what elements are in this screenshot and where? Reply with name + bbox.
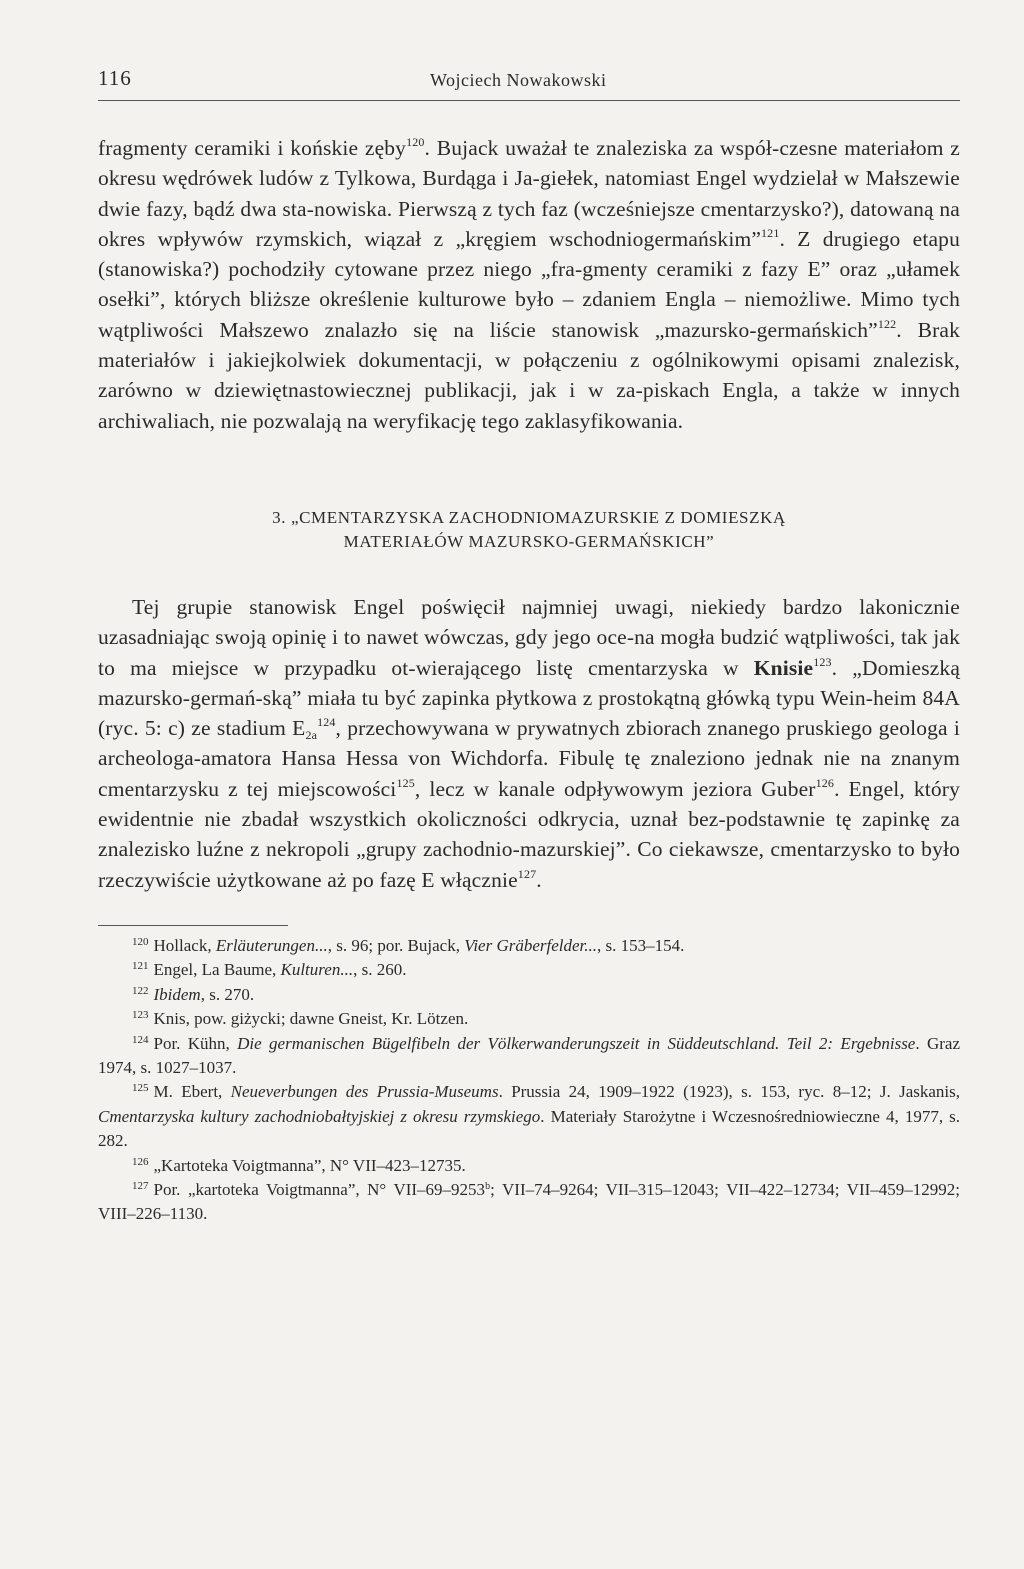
fn-text: . Materiały Starożytne i Wczesnośredniowieczne 4, 1977, s. 282. [98, 1106, 960, 1151]
fn-title: Neueverbungen des Prussia-Museums [230, 1082, 499, 1102]
footnote-122 [98, 983, 960, 1007]
fn-text: Por. Kühn, [153, 1033, 238, 1053]
section-heading-line-1: 3. „CMENTARZYSKA ZACHODNIOMAZURSKIE Z DOMIESZKĄ [272, 507, 786, 527]
fn-text: , s. 153–154. [597, 935, 685, 955]
footnote-ref-121: 121 [761, 225, 780, 240]
footnote-number: 122 [132, 984, 149, 997]
footnote-120 [98, 934, 960, 958]
fn-title: Erläuterungen... [215, 935, 328, 955]
text-run: . Engel, który ewidentnie nie zbadał wszystkich okoliczności odkrycia, uznał bez-podstawnie tę zapinkę za znalezisko luźne z nekropoli „grupy zachodnio-mazurskiej”. Co ciekawsze, cmentarzysko to było rzeczywiście użytkowane aż po fazę E włącznie [98, 776, 960, 892]
text-run: . Bujack uważał te znaleziska za współ-czesne materiałom z okresu wędrówek ludów z Tylkowa, Burdąga i Ja-giełek, natomiast Engel wydzielał w Małszewie dwie fazy, bądź dwa sta-nowiska. Pierwszą z tych faz (wcześniejsze cmentarzysko?), datowaną na okres wpływów rzymskich, wiązał z „kręgiem wschodniogermańskim” [98, 136, 961, 251]
footnote-ref-125: 125 [396, 775, 415, 790]
body-paragraph-2 [98, 592, 960, 895]
footnotes [98, 934, 960, 1227]
fn-title: Ibidem [153, 984, 201, 1004]
footnote-126 [98, 1154, 960, 1178]
footnote-125 [98, 1080, 960, 1153]
fn-text: M. Ebert, [153, 1082, 231, 1102]
footnote-123 [98, 1007, 960, 1031]
fn-text: , s. 270. [200, 984, 255, 1004]
fn-text: Hollack, [153, 935, 216, 955]
text-run: fragmenty ceramiki i końskie zęby [98, 136, 407, 160]
fn-text: ; VII–74–9264; VII–315–12043; VII–422–12734; VII–459–12992; VIII–226–1130. [98, 1180, 960, 1224]
footnote-ref-127: 127 [517, 866, 537, 881]
running-head [98, 60, 960, 101]
body-paragraph-1 [98, 133, 960, 436]
subscript-2a: 2a [305, 728, 318, 743]
text-run: , lecz w kanale odpływowym jeziora Guber [414, 776, 816, 801]
fn-superscript: b [485, 1181, 491, 1192]
fn-text: . Prussia 24, 1909–1922 (1923), s. 153, ryc. 8–12; J. Jaskanis, [498, 1082, 960, 1102]
place-name-knis: Knisie [753, 655, 814, 680]
fn-text: „Kartoteka Voigtmanna”, N° VII–423–12735. [153, 1155, 466, 1175]
section-heading [98, 506, 960, 554]
text-run: . Brak materiałów i jakiejkolwiek dokumentacji, w połączeniu z ogólnikowymi opisami znalezisk, zarówno w dziewiętnastowiecznej publikacji, jak i w za-piskach Engla, a także w innych archiwaliach, nie pozwalają na weryfikację tego zaklasyfikowania. [98, 317, 960, 433]
fn-text: , s. 96; por. Bujack, [327, 935, 465, 955]
footnote-number: 125 [132, 1082, 149, 1095]
footnote-number: 126 [132, 1155, 149, 1168]
footnote-number: 124 [132, 1033, 149, 1046]
text-run: . [536, 867, 542, 892]
fn-title: Vier Gräberfelder... [464, 935, 598, 955]
page-number: 116 [98, 66, 132, 90]
footnote-124 [98, 1032, 960, 1081]
footnote-121 [98, 958, 960, 982]
fn-text: . Graz 1974, s. 1027–1037. [98, 1033, 960, 1077]
footnote-divider [98, 925, 288, 926]
footnote-ref-120: 120 [406, 135, 425, 149]
text-run: . „Domieszką mazursko-germań-ską” miała tu być zapinka płytkowa z prostokątną główką typu Wein-heim 84A (ryc. 5: c) ze stadium E [98, 655, 961, 741]
fn-title: Cmentarzyska kultury zachodniobałtyjskiej z okresu rzymskiego [98, 1106, 541, 1126]
text-run: Tej grupie stanowisk Engel poświęcił najmniej uwagi, niekiedy bardzo lakonicznie uzasadniając swoją opinię i to nawet wówczas, gdy jego oce-na mogła budzić wątpliwości, tak jak to ma miejsce w przypadku ot-wierającego listę cmentarzyska w [98, 594, 960, 680]
running-head-author: Wojciech Nowakowski [430, 70, 607, 90]
text-run: , przechowywana w prywatnych zbiorach znanego pruskiego geologa i archeologa-amatora Hansa Hessa von Wichdorfa. Fibulę tę znaleziono jednak nie na znanym cmentarzysku z tej miejscowości [98, 716, 961, 801]
footnote-number: 123 [132, 1009, 149, 1022]
fn-text: Knis, pow. giżycki; dawne Gneist, Kr. Lötzen. [153, 1009, 469, 1029]
fn-text: Por. „kartoteka Voigtmanna”, N° VII–69–9253 [153, 1180, 486, 1199]
fn-text: , s. 260. [353, 960, 407, 980]
fn-title: Kulturen... [280, 960, 354, 980]
footnote-number: 127 [132, 1180, 149, 1192]
footnote-ref-126: 126 [815, 775, 835, 790]
text-run: . Z drugiego etapu (stanowiska?) pochodziły cytowane przez niego „fra-gmenty ceramiki z fazy E” oraz „ułamek osełki”, których bliższe określenie kulturowe było – zdaniem Engla – niemożliwe. Mimo tych wątpliwości Małszewo znalazło się na liście stanowisk „mazursko-germańskich” [98, 226, 960, 342]
footnote-ref-122: 122 [877, 316, 897, 331]
fn-text: Engel, La Baume, [153, 960, 281, 980]
footnote-number: 121 [132, 960, 149, 973]
fn-title: Die germanischen Bügelfibeln der Völkerwanderungszeit in Süddeutschland. Teil 2: Ergebnisse [237, 1033, 916, 1053]
footnote-ref-124: 124 [317, 715, 336, 730]
section-heading-line-2: MATERIAŁÓW MAZURSKO-GERMAŃSKICH” [343, 531, 715, 551]
footnote-number: 120 [132, 935, 149, 948]
footnote-ref-123: 123 [813, 654, 832, 669]
document-page [98, 60, 960, 1227]
footnote-127 [98, 1178, 960, 1227]
